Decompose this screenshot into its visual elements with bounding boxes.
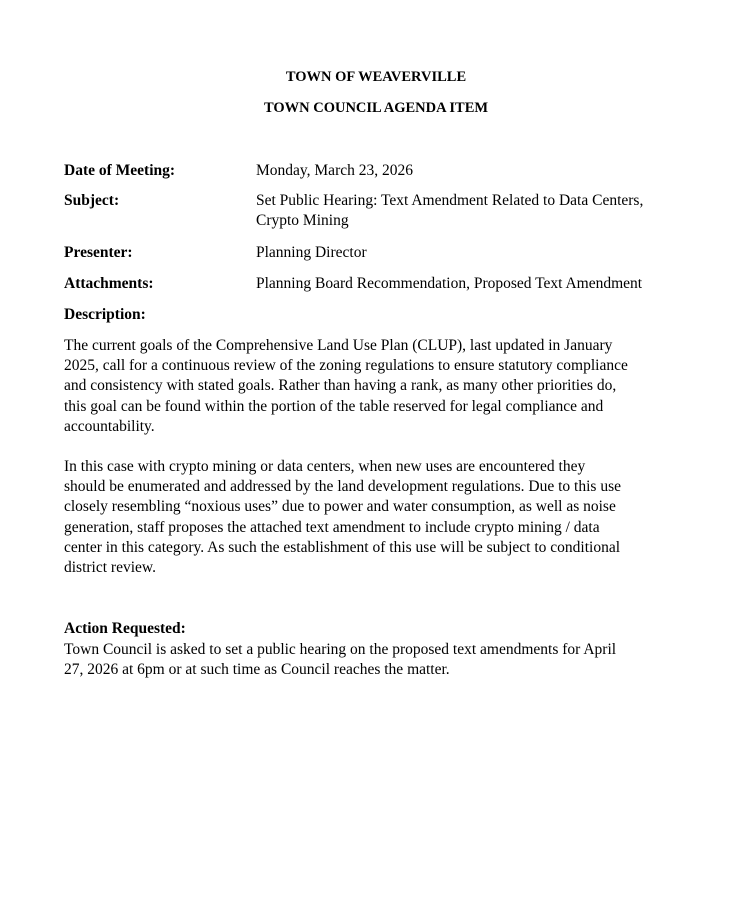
text-line: Town Council is asked to set a public hearing on the proposed text amendments for April: [64, 641, 617, 658]
town-name: TOWN OF WEAVERVILLE: [285, 69, 467, 85]
presenter-value: Planning Director: [256, 244, 367, 261]
subject-value-line-2: Crypto Mining: [256, 212, 349, 229]
attachments-value: Planning Board Recommendation, Proposed Text Amendment: [256, 275, 643, 292]
text-line: In this case with crypto mining or data centers, when new uses are encountered they: [64, 458, 586, 475]
date-label: Date of Meeting:: [64, 162, 176, 179]
presenter-label: Presenter:: [64, 244, 133, 261]
text-line: generation, staff proposes the attached text amendment to include crypto mining / data: [64, 518, 600, 536]
action-requested-label: Action Requested:: [64, 620, 186, 637]
text-line: and consistency with stated goals. Rather than having a rank, as many other priorities do,: [64, 377, 617, 395]
description-paragraph-1: [64, 336, 628, 437]
description-label: Description:: [64, 306, 146, 323]
text-line: center in this category. As such the establishment of this use will be subject to conditional: [64, 538, 621, 556]
attachments-label: Attachments:: [64, 275, 154, 292]
text-line: 2025, call for a continuous review of the zoning regulations to ensure statutory compliance: [64, 357, 628, 375]
text-line: district review.: [64, 559, 156, 577]
subject-label: Subject:: [64, 192, 120, 209]
action-requested-text: [64, 640, 616, 680]
text-line: accountability.: [64, 417, 155, 435]
date-value: Monday, March 23, 2026: [256, 162, 413, 179]
text-line: closely resembling “noxious uses” due to power and water consumption, as well as noise: [64, 498, 616, 516]
text-line: should be enumerated and addressed by the land development regulations. Due to this use: [64, 478, 621, 496]
text-line: 27, 2026 at 6pm or at such time as Council reaches the matter.: [64, 661, 450, 679]
document-title: TOWN COUNCIL AGENDA ITEM: [263, 100, 489, 116]
text-line: The current goals of the Comprehensive Land Use Plan (CLUP), last updated in January: [64, 337, 613, 354]
text-line: this goal can be found within the portion of the table reserved for legal compliance and: [64, 397, 604, 415]
description-paragraph-2: [64, 457, 621, 578]
subject-value-line-1: Set Public Hearing: Text Amendment Related to Data Centers,: [256, 192, 644, 209]
